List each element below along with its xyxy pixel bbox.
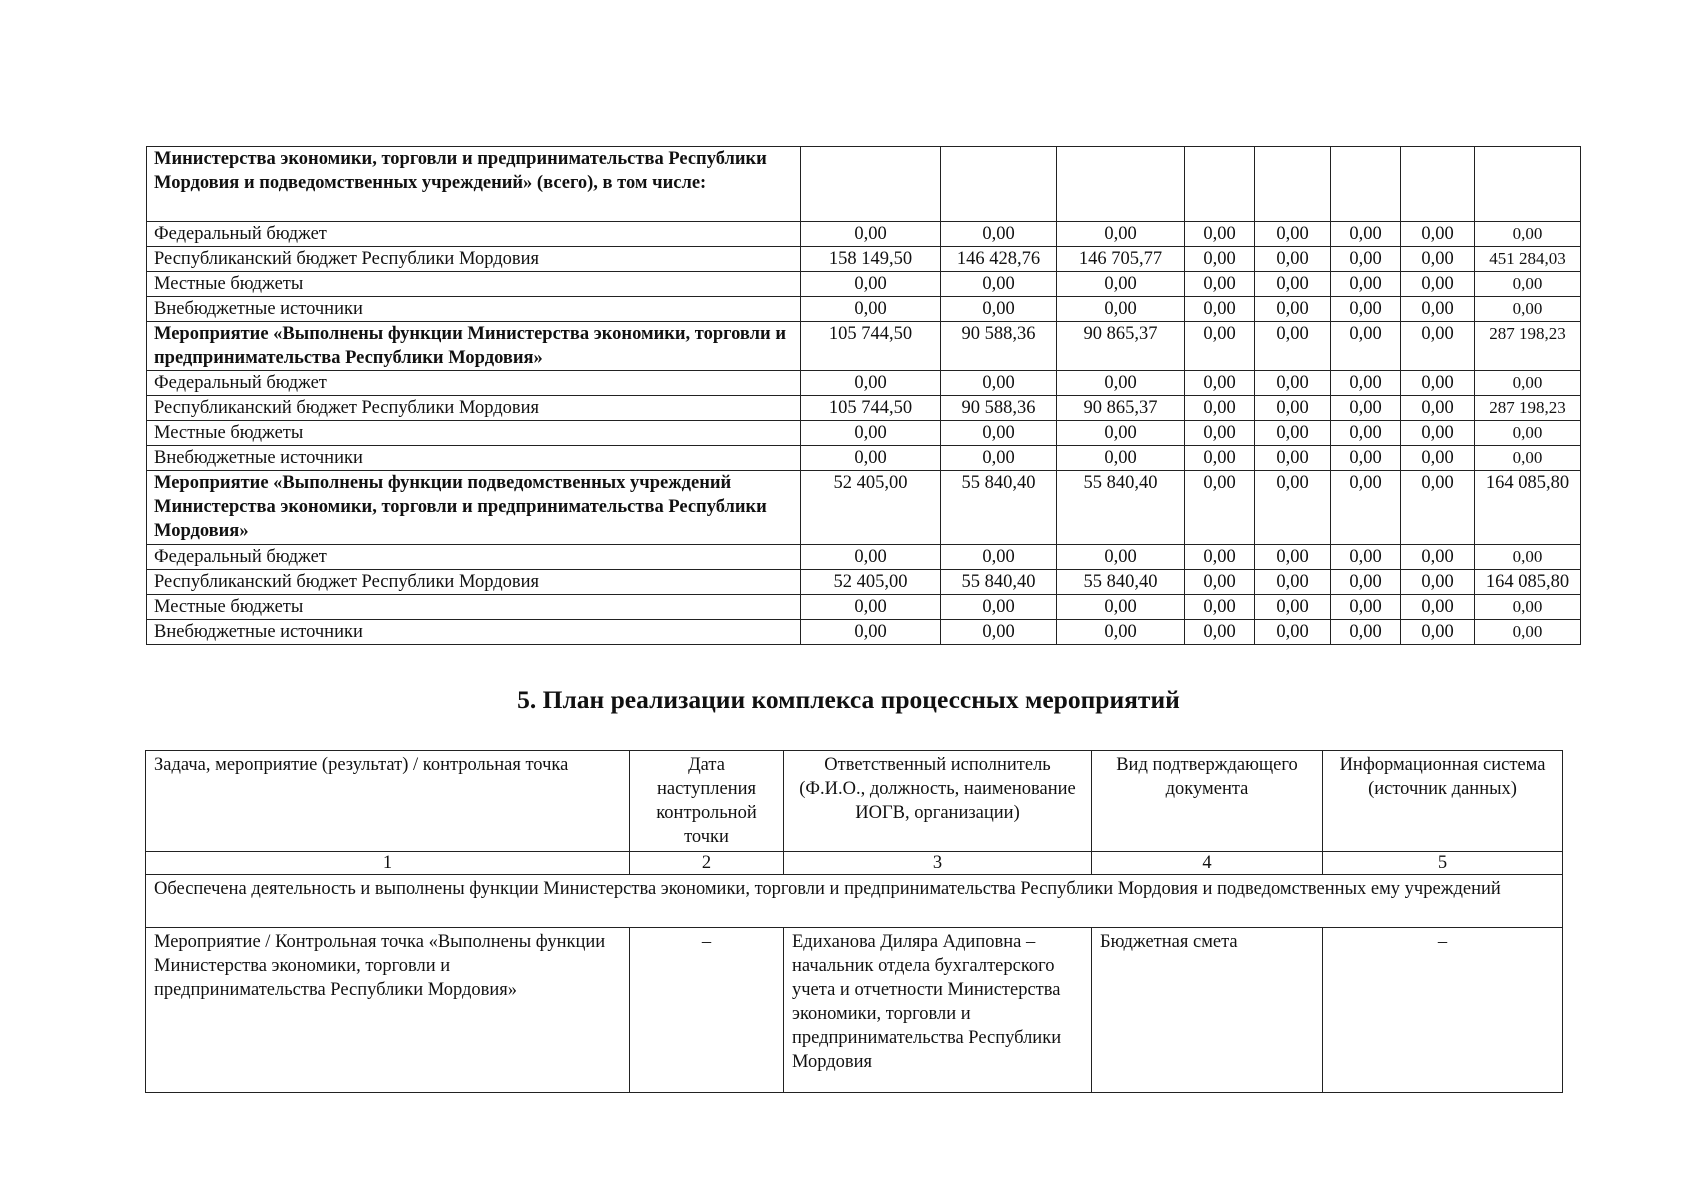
amount-cell: 0,00	[1401, 421, 1475, 446]
amount-cell: 0,00	[1475, 272, 1581, 297]
amount-cell: 0,00	[1401, 222, 1475, 247]
amount-cell: 55 840,40	[1057, 471, 1185, 545]
row-label: Местные бюджеты	[147, 421, 801, 446]
amount-cell: 0,00	[1057, 371, 1185, 396]
amount-cell: 0,00	[1185, 371, 1255, 396]
column-header: Дата наступления контрольной точки	[630, 751, 784, 852]
budget-source-row	[147, 396, 1581, 421]
event-row	[146, 928, 1563, 1093]
amount-cell: 0,00	[1057, 620, 1185, 645]
row-label: Федеральный бюджет	[147, 545, 801, 570]
row-label: Республиканский бюджет Республики Мордовия	[147, 570, 801, 595]
amount-cell: 0,00	[1255, 545, 1331, 570]
budget-source-row	[147, 272, 1581, 297]
amount-cell: 0,00	[1057, 446, 1185, 471]
amount-cell: 0,00	[1057, 297, 1185, 322]
amount-cell: 0,00	[1185, 297, 1255, 322]
amount-cell: 0,00	[1185, 471, 1255, 545]
amount-cell: 55 840,40	[941, 471, 1057, 545]
amount-cell: 0,00	[941, 272, 1057, 297]
amount-cell: 0,00	[1185, 570, 1255, 595]
amount-cell: 0,00	[1185, 595, 1255, 620]
row-label: Федеральный бюджет	[147, 371, 801, 396]
amount-cell: 287 198,23	[1475, 396, 1581, 421]
amount-cell: 0,00	[801, 620, 941, 645]
event-responsible: Едиханова Диляра Адиповна – начальник отдела бухгалтерского учета и отчетности Министерства экономики, торговли и предпринимательства Республики Мордовия	[784, 928, 1092, 1093]
amount-cell: 0,00	[1255, 570, 1331, 595]
event-name: Мероприятие / Контрольная точка «Выполнены функции Министерства экономики, торговли и предпринимательства Республики Мордовия»	[146, 928, 630, 1093]
amount-cell: 0,00	[1401, 247, 1475, 272]
amount-cell: 0,00	[1057, 421, 1185, 446]
amount-cell: 164 085,80	[1475, 570, 1581, 595]
amount-cell: 0,00	[941, 371, 1057, 396]
amount-cell: 0,00	[941, 222, 1057, 247]
amount-cell: 0,00	[941, 421, 1057, 446]
amount-cell: 105 744,50	[801, 322, 941, 371]
amount-cell: 0,00	[1331, 446, 1401, 471]
amount-cell: 0,00	[1401, 272, 1475, 297]
amount-cell: 0,00	[1185, 545, 1255, 570]
budget-source-row	[147, 620, 1581, 645]
amount-cell: 158 149,50	[801, 247, 941, 272]
budget-source-row	[147, 297, 1581, 322]
amount-cell: 52 405,00	[801, 570, 941, 595]
amount-cell: 0,00	[1185, 222, 1255, 247]
amount-cell: 0,00	[1475, 222, 1581, 247]
column-number-row	[146, 852, 1563, 875]
budget-table	[146, 146, 1581, 645]
amount-cell: 0,00	[1185, 446, 1255, 471]
amount-cell: 0,00	[1475, 620, 1581, 645]
amount-cell: 0,00	[1331, 545, 1401, 570]
amount-cell: 164 085,80	[1475, 471, 1581, 545]
budget-source-row	[147, 545, 1581, 570]
amount-cell: 0,00	[1475, 595, 1581, 620]
amount-cell	[941, 147, 1057, 222]
amount-cell: 0,00	[801, 595, 941, 620]
amount-cell: 0,00	[801, 446, 941, 471]
amount-cell: 0,00	[1331, 371, 1401, 396]
budget-source-row	[147, 421, 1581, 446]
event-system: –	[1323, 928, 1563, 1093]
amount-cell: 0,00	[1401, 446, 1475, 471]
budget-source-row	[147, 570, 1581, 595]
row-label: Местные бюджеты	[147, 272, 801, 297]
amount-cell: 0,00	[1331, 421, 1401, 446]
row-label: Внебюджетные источники	[147, 297, 801, 322]
amount-cell: 0,00	[1475, 446, 1581, 471]
amount-cell: 0,00	[1475, 371, 1581, 396]
amount-cell: 55 840,40	[1057, 570, 1185, 595]
budget-event-row	[147, 322, 1581, 371]
amount-cell: 0,00	[1331, 471, 1401, 545]
column-header: Информационная система (источник данных)	[1323, 751, 1563, 852]
amount-cell: 0,00	[1255, 371, 1331, 396]
amount-cell: 0,00	[1255, 595, 1331, 620]
amount-cell: 0,00	[801, 222, 941, 247]
budget-event-row	[147, 147, 1581, 222]
task-cell: Обеспечена деятельность и выполнены функции Министерства экономики, торговли и предпринимательства Республики Мордовия и подведомственных ему учреждений	[146, 875, 1563, 928]
amount-cell: 0,00	[1255, 247, 1331, 272]
amount-cell: 0,00	[1255, 222, 1331, 247]
amount-cell: 0,00	[941, 297, 1057, 322]
amount-cell: 105 744,50	[801, 396, 941, 421]
amount-cell: 0,00	[941, 446, 1057, 471]
amount-cell: 0,00	[801, 272, 941, 297]
amount-cell: 0,00	[1255, 471, 1331, 545]
row-label: Местные бюджеты	[147, 595, 801, 620]
amount-cell: 0,00	[801, 421, 941, 446]
amount-cell: 0,00	[1475, 297, 1581, 322]
amount-cell: 90 865,37	[1057, 322, 1185, 371]
amount-cell	[1057, 147, 1185, 222]
amount-cell: 0,00	[941, 545, 1057, 570]
amount-cell: 0,00	[1255, 272, 1331, 297]
amount-cell: 0,00	[1401, 297, 1475, 322]
column-header: Ответственный исполнитель (Ф.И.О., должность, наименование ИОГВ, организации)	[784, 751, 1092, 852]
amount-cell: 0,00	[1401, 396, 1475, 421]
amount-cell: 451 284,03	[1475, 247, 1581, 272]
event-date: –	[630, 928, 784, 1093]
amount-cell: 0,00	[801, 545, 941, 570]
amount-cell: 0,00	[1331, 620, 1401, 645]
plan-table	[145, 750, 1563, 1093]
amount-cell	[1185, 147, 1255, 222]
amount-cell: 0,00	[1401, 595, 1475, 620]
amount-cell: 0,00	[1255, 620, 1331, 645]
amount-cell: 0,00	[1401, 371, 1475, 396]
amount-cell: 0,00	[1255, 297, 1331, 322]
amount-cell: 0,00	[1255, 322, 1331, 371]
amount-cell: 90 865,37	[1057, 396, 1185, 421]
row-label: Республиканский бюджет Республики Мордовия	[147, 396, 801, 421]
budget-source-row	[147, 371, 1581, 396]
row-label: Мероприятие «Выполнены функции Министерства экономики, торговли и предпринимательства Республики Мордовия»	[147, 322, 801, 371]
amount-cell: 146 705,77	[1057, 247, 1185, 272]
amount-cell: 0,00	[1401, 620, 1475, 645]
amount-cell	[1475, 147, 1581, 222]
amount-cell: 0,00	[1185, 620, 1255, 645]
amount-cell: 90 588,36	[941, 322, 1057, 371]
amount-cell: 0,00	[941, 620, 1057, 645]
task-row	[146, 875, 1563, 928]
amount-cell: 0,00	[941, 595, 1057, 620]
budget-source-row	[147, 446, 1581, 471]
amount-cell: 0,00	[1185, 421, 1255, 446]
amount-cell: 90 588,36	[941, 396, 1057, 421]
amount-cell: 0,00	[1331, 396, 1401, 421]
budget-table-body	[147, 147, 1581, 645]
row-label: Мероприятие «Выполнены функции подведомственных учреждений Министерства экономики, торговли и предпринимательства Республики Мордовия»	[147, 471, 801, 545]
amount-cell	[1401, 147, 1475, 222]
amount-cell: 287 198,23	[1475, 322, 1581, 371]
amount-cell: 0,00	[1185, 322, 1255, 371]
amount-cell: 0,00	[1401, 322, 1475, 371]
amount-cell: 0,00	[1057, 545, 1185, 570]
row-label: Республиканский бюджет Республики Мордовия	[147, 247, 801, 272]
amount-cell: 0,00	[1331, 297, 1401, 322]
budget-source-row	[147, 595, 1581, 620]
column-number: 5	[1323, 852, 1563, 875]
amount-cell: 52 405,00	[801, 471, 941, 545]
amount-cell: 0,00	[1331, 272, 1401, 297]
column-header: Задача, мероприятие (результат) / контрольная точка	[146, 751, 630, 852]
amount-cell: 0,00	[1331, 322, 1401, 371]
amount-cell: 0,00	[1255, 396, 1331, 421]
amount-cell: 0,00	[1475, 545, 1581, 570]
amount-cell	[801, 147, 941, 222]
budget-event-row	[147, 471, 1581, 545]
column-number: 1	[146, 852, 630, 875]
amount-cell: 55 840,40	[941, 570, 1057, 595]
amount-cell: 0,00	[801, 297, 941, 322]
event-document: Бюджетная смета	[1092, 928, 1323, 1093]
amount-cell: 0,00	[1057, 595, 1185, 620]
plan-header-row	[146, 751, 1563, 852]
amount-cell: 0,00	[1331, 222, 1401, 247]
column-number: 4	[1092, 852, 1323, 875]
amount-cell: 0,00	[1255, 421, 1331, 446]
amount-cell: 146 428,76	[941, 247, 1057, 272]
row-label: Внебюджетные источники	[147, 620, 801, 645]
amount-cell: 0,00	[1057, 222, 1185, 247]
amount-cell: 0,00	[1185, 396, 1255, 421]
amount-cell: 0,00	[1331, 595, 1401, 620]
amount-cell: 0,00	[1401, 570, 1475, 595]
budget-source-row	[147, 222, 1581, 247]
amount-cell: 0,00	[801, 371, 941, 396]
amount-cell: 0,00	[1331, 247, 1401, 272]
row-label: Министерства экономики, торговли и предпринимательства Республики Мордовия и подведомственных учреждений» (всего), в том числе:	[147, 147, 801, 222]
amount-cell: 0,00	[1057, 272, 1185, 297]
column-number: 3	[784, 852, 1092, 875]
column-number: 2	[630, 852, 784, 875]
amount-cell: 0,00	[1475, 421, 1581, 446]
column-header: Вид подтверждающего документа	[1092, 751, 1323, 852]
amount-cell: 0,00	[1185, 247, 1255, 272]
row-label: Внебюджетные источники	[147, 446, 801, 471]
budget-source-row	[147, 247, 1581, 272]
row-label: Федеральный бюджет	[147, 222, 801, 247]
amount-cell: 0,00	[1185, 272, 1255, 297]
amount-cell: 0,00	[1401, 545, 1475, 570]
amount-cell: 0,00	[1255, 446, 1331, 471]
amount-cell	[1331, 147, 1401, 222]
amount-cell: 0,00	[1331, 570, 1401, 595]
amount-cell: 0,00	[1401, 471, 1475, 545]
section-heading: 5. План реализации комплекса процессных мероприятий	[517, 685, 1180, 714]
amount-cell	[1255, 147, 1331, 222]
